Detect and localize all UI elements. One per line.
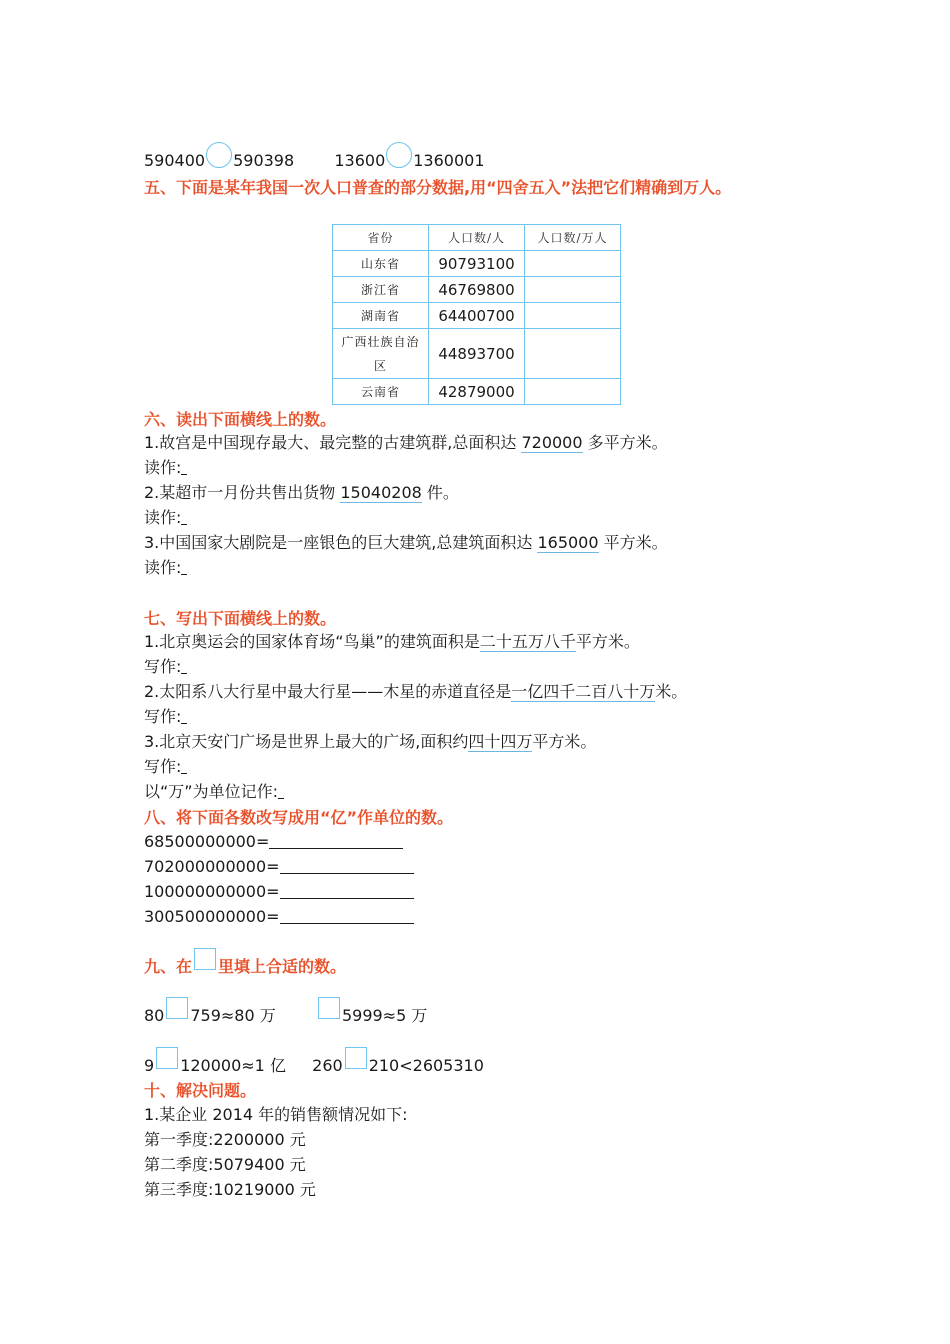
wan-cell[interactable] xyxy=(525,379,621,405)
province-cell: 浙江省 xyxy=(333,277,429,303)
write-label: 写作: xyxy=(144,757,182,776)
answer-blank[interactable] xyxy=(280,907,414,924)
answer-blank[interactable] xyxy=(280,857,414,874)
sec8-item xyxy=(144,832,403,852)
sec9-title-pre: 九、在 xyxy=(144,957,193,976)
header-wan: 人口数/万人 xyxy=(525,225,621,251)
province-cell: 广西壮族自治区 xyxy=(333,329,429,379)
sec10-q1: 1.某企业 2014 年的销售额情况如下: xyxy=(144,1105,408,1124)
wan-label: 以“万”为单位记作: xyxy=(144,782,278,801)
q2-text-end: 米。 xyxy=(655,682,688,701)
answer-blank[interactable] xyxy=(181,657,187,674)
q1-text-end: 平方米。 xyxy=(575,632,640,651)
sec6-q2 xyxy=(144,483,459,503)
sec9-title-post: 里填上合适的数。 xyxy=(218,957,347,976)
read-label: 读作: xyxy=(144,558,182,577)
sec8-item xyxy=(144,907,414,927)
q3-text-end: 平方米。 xyxy=(532,732,597,751)
r1a-pre: 80 xyxy=(144,1006,165,1025)
compare-a1: 590400 xyxy=(144,151,206,170)
sec8-number: 300500000000= xyxy=(144,907,280,926)
fill-box[interactable] xyxy=(318,997,340,1019)
q1-text: 1.北京奥运会的国家体育场“鸟巢”的建筑面积是 xyxy=(144,632,480,651)
table-row xyxy=(333,379,621,405)
sec7-q3 xyxy=(144,732,596,752)
sec8-item xyxy=(144,882,414,902)
sec6-read-2 xyxy=(144,508,187,528)
sec7-q2 xyxy=(144,682,687,702)
sec6-read-3 xyxy=(144,558,187,578)
q3-text-end: 平方米。 xyxy=(598,533,668,552)
province-cell: 云南省 xyxy=(333,379,429,405)
read-label: 读作: xyxy=(144,458,182,477)
sec5-title: 五、下面是某年我国一次人口普查的部分数据,用“四舍五入”法把它们精确到万人。 xyxy=(144,178,732,197)
people-cell: 44893700 xyxy=(429,329,525,379)
compare-b2: 1360001 xyxy=(413,151,485,170)
fill-box[interactable] xyxy=(345,1047,367,1069)
compare-circle-1[interactable] xyxy=(206,142,232,168)
q2-text: 2.太阳系八大行星中最大行星——木星的赤道直径是 xyxy=(144,682,512,701)
q2-number: 一亿四千二百八十万 xyxy=(511,682,656,701)
wan-cell[interactable] xyxy=(525,277,621,303)
sec8-number: 100000000000= xyxy=(144,882,280,901)
answer-blank[interactable] xyxy=(278,782,284,799)
fill-box[interactable] xyxy=(156,1047,178,1069)
sec10-s1: 第一季度:2200000 元 xyxy=(144,1130,306,1149)
table-row xyxy=(333,251,621,277)
sec10-s2: 第二季度:5079400 元 xyxy=(144,1155,306,1174)
answer-blank[interactable] xyxy=(181,757,187,774)
answer-blank[interactable] xyxy=(181,707,187,724)
fill-box[interactable] xyxy=(166,997,188,1019)
sec8-title: 八、将下面各数改写成用“亿”作单位的数。 xyxy=(144,808,454,827)
answer-blank[interactable] xyxy=(269,832,403,849)
sec6-q3 xyxy=(144,533,668,553)
q3-text: 3.中国国家大剧院是一座银色的巨大建筑,总建筑面积达 xyxy=(144,533,538,552)
sec6-read-1 xyxy=(144,458,187,478)
table-row xyxy=(333,329,621,379)
table-row xyxy=(333,303,621,329)
sec7-title: 七、写出下面横线上的数。 xyxy=(144,609,337,628)
sec7-write-1 xyxy=(144,657,187,677)
answer-blank[interactable] xyxy=(181,458,187,475)
wan-cell[interactable] xyxy=(525,329,621,379)
sec8-number: 702000000000= xyxy=(144,857,280,876)
r2a-pre: 9 xyxy=(144,1056,155,1075)
sec7-wan xyxy=(144,782,284,802)
answer-blank[interactable] xyxy=(181,558,187,575)
header-people: 人口数/人 xyxy=(429,225,525,251)
sec7-write-2 xyxy=(144,707,187,727)
sec8-item xyxy=(144,857,414,877)
sec9-title xyxy=(144,948,346,977)
table-row xyxy=(333,277,621,303)
answer-blank[interactable] xyxy=(181,508,187,525)
sec9-row1 xyxy=(144,997,427,1026)
wan-cell[interactable] xyxy=(525,303,621,329)
write-label: 写作: xyxy=(144,707,182,726)
q3-number: 四十四万 xyxy=(468,732,533,751)
r2b-post: 210<2605310 xyxy=(368,1056,484,1075)
table-header-row xyxy=(333,225,621,251)
people-cell: 46769800 xyxy=(429,277,525,303)
population-table xyxy=(332,224,621,405)
r1a-post: 759≈80 万 xyxy=(190,1006,276,1025)
q2-text: 2.某超市一月份共售出货物 xyxy=(144,483,341,502)
sec8-number: 68500000000= xyxy=(144,832,270,851)
answer-blank[interactable] xyxy=(280,882,414,899)
compare-b1: 590398 xyxy=(233,151,295,170)
province-cell: 湖南省 xyxy=(333,303,429,329)
q2-text-end: 件。 xyxy=(421,483,459,502)
people-cell: 42879000 xyxy=(429,379,525,405)
square-box xyxy=(194,948,216,970)
header-province: 省份 xyxy=(333,225,429,251)
r2b-pre: 260 xyxy=(312,1056,343,1075)
q2-number: 15040208 xyxy=(340,483,422,502)
sec10-title: 十、解决问题。 xyxy=(144,1081,257,1100)
sec9-row2 xyxy=(144,1047,484,1076)
write-label: 写作: xyxy=(144,657,182,676)
read-label: 读作: xyxy=(144,508,182,527)
people-cell: 64400700 xyxy=(429,303,525,329)
sec7-q1 xyxy=(144,632,640,652)
compare-a2: 13600 xyxy=(334,151,386,170)
r1b-post: 5999≈5 万 xyxy=(341,1006,428,1025)
r2a-post: 120000≈1 亿 xyxy=(180,1056,286,1075)
province-cell: 山东省 xyxy=(333,251,429,277)
wan-cell[interactable] xyxy=(525,251,621,277)
compare-row xyxy=(144,142,485,171)
sec6-title: 六、读出下面横线上的数。 xyxy=(144,410,337,429)
q3-text: 3.北京天安门广场是世界上最大的广场,面积约 xyxy=(144,732,469,751)
q1-text-end: 多平方米。 xyxy=(582,433,668,452)
compare-circle-2[interactable] xyxy=(386,142,412,168)
q3-number: 165000 xyxy=(537,533,599,552)
q1-number: 二十五万八千 xyxy=(479,632,576,651)
sec10-s3: 第三季度:10219000 元 xyxy=(144,1180,316,1199)
q1-number: 720000 xyxy=(521,433,583,452)
people-cell: 90793100 xyxy=(429,251,525,277)
q1-text: 1.故宫是中国现存最大、最完整的古建筑群,总面积达 xyxy=(144,433,522,452)
sec6-q1 xyxy=(144,433,668,453)
sec7-write-3 xyxy=(144,757,187,777)
